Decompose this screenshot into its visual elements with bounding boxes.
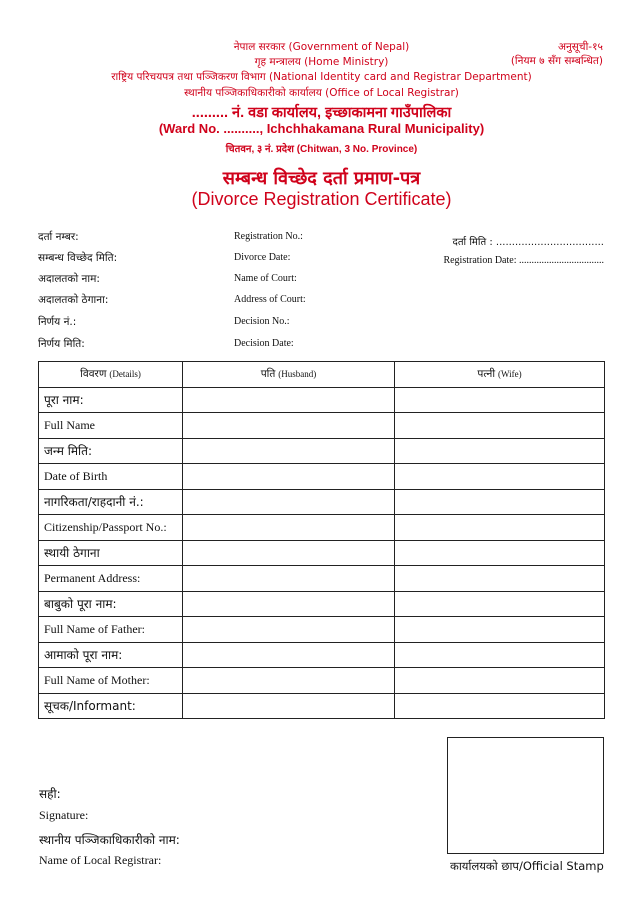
- husband-cell[interactable]: [183, 489, 395, 515]
- header-ministry: गृह मन्त्रालय (Home Ministry): [254, 56, 389, 68]
- husband-cell[interactable]: [183, 668, 395, 694]
- header-ward-en: (Ward No. .........., Ichchhakamana Rural Municipality): [158, 121, 485, 136]
- table-row: [39, 591, 605, 617]
- registration-date-np: दर्ता मिति : ..................................: [452, 237, 604, 248]
- header-ward-np: ......... नं. वडा कार्यालय, इच्छाकामना गाउँपालिका: [191, 105, 452, 121]
- wife-cell[interactable]: [395, 413, 605, 439]
- certificate-title-nepali: सम्बन्ध विच्छेद दर्ता प्रमाण-पत्र: [222, 168, 421, 189]
- field-label-en: Decision No.:: [234, 316, 290, 327]
- table-row: [39, 489, 605, 515]
- field-label-np: अदालतको ठेगाना:: [38, 294, 109, 306]
- wife-cell[interactable]: [395, 693, 605, 719]
- header-office: स्थानीय पञ्जिकाधिकारीको कार्यालय (Office of Local Registrar): [184, 87, 459, 99]
- rule-label: (नियम ७ सँग सम्बन्धित): [510, 55, 603, 67]
- wife-cell[interactable]: [395, 540, 605, 566]
- field-label-np: निर्णय मिति:: [38, 338, 85, 350]
- header-husband: पति (Husband): [183, 362, 395, 388]
- wife-cell[interactable]: [395, 668, 605, 694]
- table-row: [39, 566, 605, 592]
- row-label: जन्म मिति:: [39, 438, 183, 464]
- husband-cell[interactable]: [183, 591, 395, 617]
- table-row: [39, 668, 605, 694]
- wife-cell[interactable]: [395, 489, 605, 515]
- row-label: Full Name of Father:: [39, 617, 183, 643]
- table-row: [39, 387, 605, 413]
- wife-cell[interactable]: [395, 387, 605, 413]
- wife-cell[interactable]: [395, 617, 605, 643]
- husband-cell[interactable]: [183, 540, 395, 566]
- table-row: [39, 540, 605, 566]
- field-label-en: Divorce Date:: [234, 252, 291, 263]
- table-row: [39, 642, 605, 668]
- husband-cell[interactable]: [183, 617, 395, 643]
- row-label: आमाको पूरा नाम:: [39, 642, 183, 668]
- wife-cell[interactable]: [395, 515, 605, 541]
- row-label: पूरा नाम:: [39, 387, 183, 413]
- wife-cell[interactable]: [395, 566, 605, 592]
- field-label-en: Decision Date:: [234, 338, 294, 349]
- row-label: Permanent Address:: [39, 566, 183, 592]
- wife-cell[interactable]: [395, 591, 605, 617]
- signature-label-np: सही:: [39, 787, 61, 801]
- signature-label-en: Signature:: [39, 808, 89, 822]
- table-row: [39, 693, 605, 719]
- table-row: [39, 438, 605, 464]
- table-row: [39, 617, 605, 643]
- row-label: Full Name: [39, 413, 183, 439]
- field-label-np: दर्ता नम्बर:: [38, 231, 79, 243]
- registration-date-en: Registration Date: ..................................: [443, 255, 604, 266]
- husband-cell[interactable]: [183, 438, 395, 464]
- field-label-en: Name of Court:: [234, 273, 297, 284]
- wife-cell[interactable]: [395, 438, 605, 464]
- official-stamp-box: [447, 737, 604, 854]
- husband-cell[interactable]: [183, 464, 395, 490]
- husband-cell[interactable]: [183, 515, 395, 541]
- table-header-row: [39, 362, 605, 388]
- husband-cell[interactable]: [183, 566, 395, 592]
- row-label: सूचक/Informant:: [39, 693, 183, 719]
- header-government: नेपाल सरकार (Government of Nepal): [233, 41, 410, 53]
- husband-cell[interactable]: [183, 413, 395, 439]
- schedule-label: अनुसूची-१५: [557, 41, 603, 53]
- field-label-np: सम्बन्ध विच्छेद मिति:: [38, 252, 118, 264]
- row-label: Citizenship/Passport No.:: [39, 515, 183, 541]
- field-label-en: Address of Court:: [234, 294, 306, 305]
- husband-cell[interactable]: [183, 387, 395, 413]
- registrar-label-en: Name of Local Registrar:: [39, 853, 162, 867]
- row-label: नागरिकता/राहदानी नं.:: [39, 489, 183, 515]
- details-table: [38, 361, 605, 719]
- row-label: Date of Birth: [39, 464, 183, 490]
- row-label: Full Name of Mother:: [39, 668, 183, 694]
- row-label: बाबुको पूरा नाम:: [39, 591, 183, 617]
- husband-cell[interactable]: [183, 693, 395, 719]
- registrar-label-np: स्थानीय पञ्जिकाधिकारीको नाम:: [39, 833, 180, 847]
- row-label: स्थायी ठेगाना: [39, 540, 183, 566]
- wife-cell[interactable]: [395, 464, 605, 490]
- header-province: चितवन, ३ नं. प्रदेश (Chitwan, 3 No. Province): [225, 144, 418, 155]
- field-label-np: निर्णय नं.:: [38, 316, 77, 328]
- table-row: [39, 413, 605, 439]
- husband-cell[interactable]: [183, 642, 395, 668]
- field-label-en: Registration No.:: [234, 231, 303, 242]
- field-label-np: अदालतको नाम:: [38, 273, 100, 285]
- official-stamp-label: कार्यालयको छाप/Official Stamp: [450, 859, 604, 873]
- table-row: [39, 515, 605, 541]
- table-row: [39, 464, 605, 490]
- header-department: राष्ट्रिय परिचयपत्र तथा पञ्जिकरण विभाग (National Identity card and Registrar Department): [111, 71, 532, 83]
- header-wife: पत्नी (Wife): [395, 362, 605, 388]
- wife-cell[interactable]: [395, 642, 605, 668]
- header-details: विवरण (Details): [39, 362, 183, 388]
- certificate-title-english: (Divorce Registration Certificate): [191, 189, 452, 209]
